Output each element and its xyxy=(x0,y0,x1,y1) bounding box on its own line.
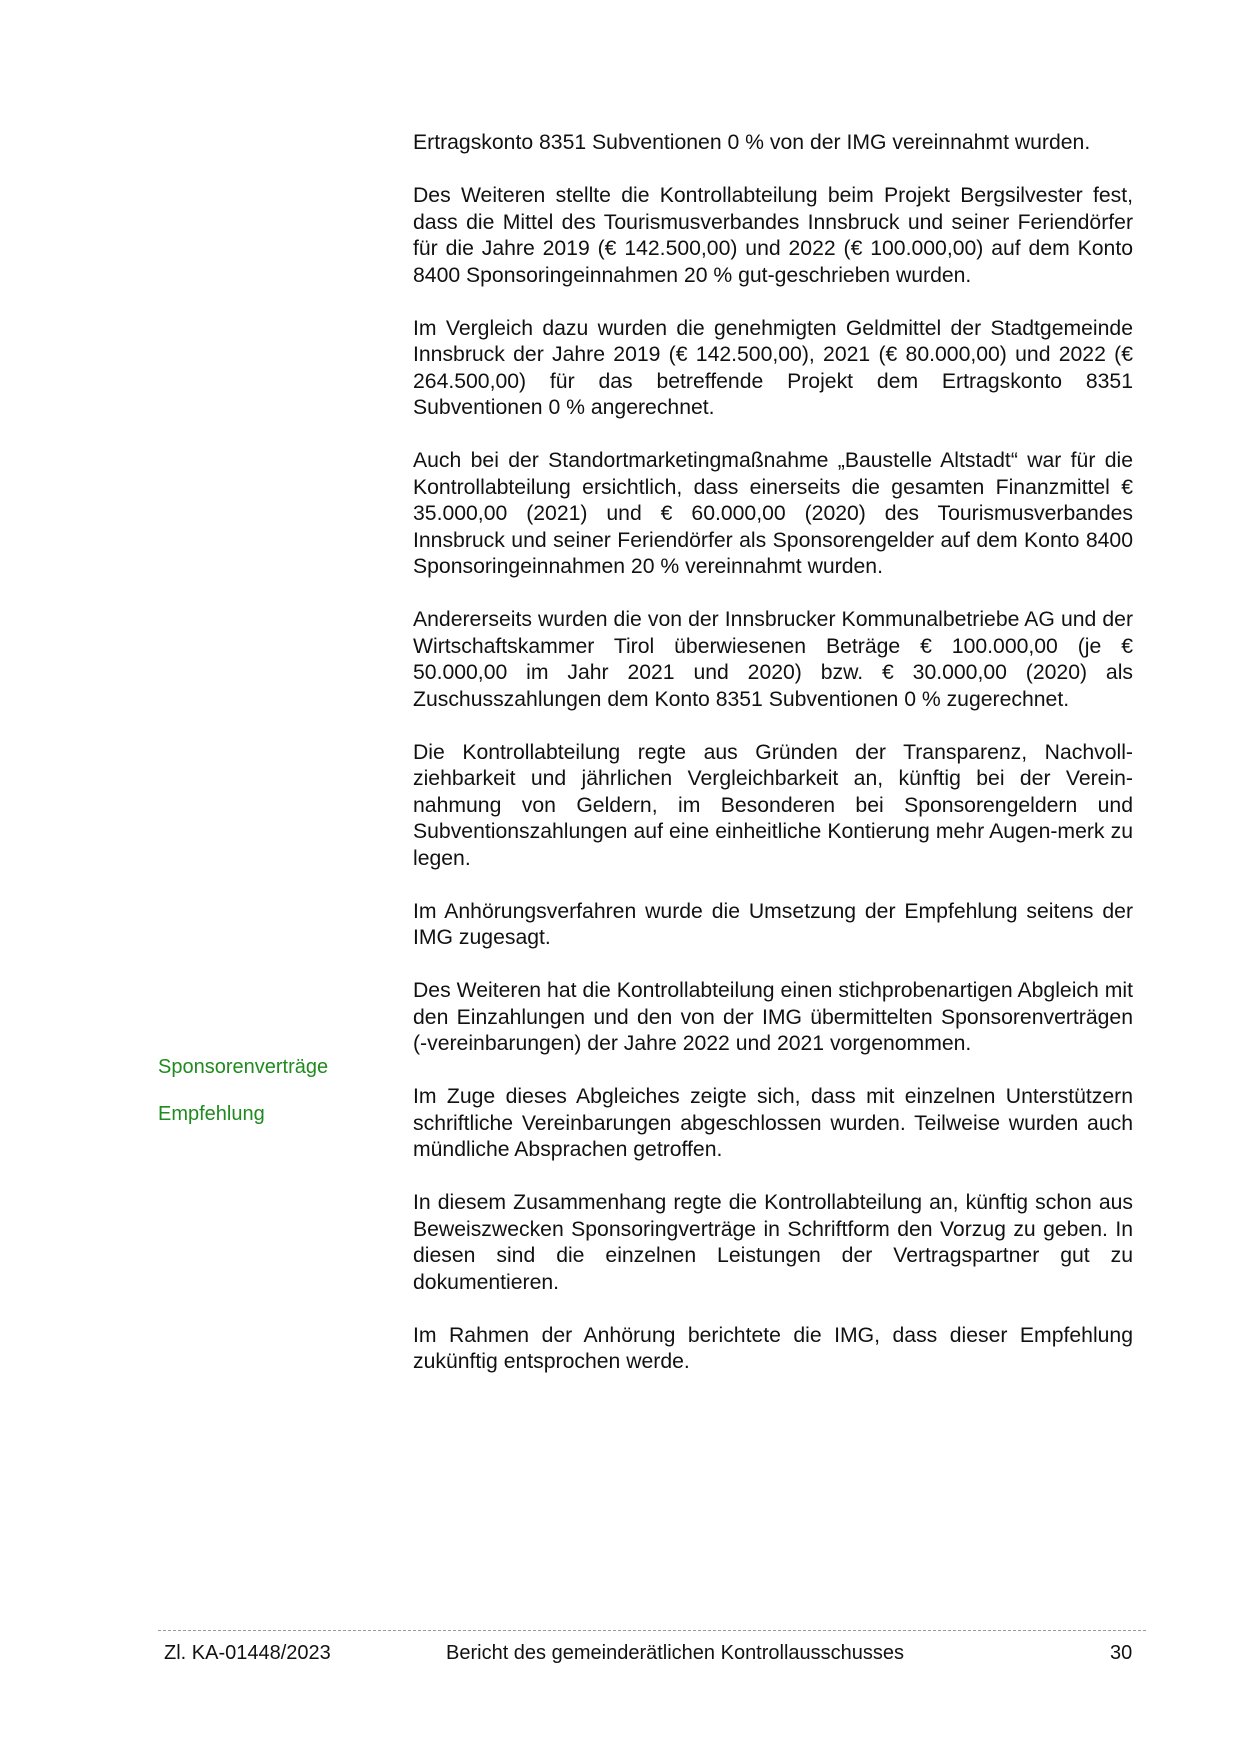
margin-note-sponsorenvertraege: Sponsorenverträge xyxy=(158,1056,329,1078)
footer-title: Bericht des gemeinderätlichen Kontrollausschusses xyxy=(446,1642,905,1664)
footer-reference: Zl. KA-01448/2023 xyxy=(164,1642,331,1664)
paragraph-4: Auch bei der Standortmarketingmaßnahme „Baustelle Altstadt“ war für die Kontrollabteilung ersichtlich, dass einerseits die gesamten Finanzmittel € 35.000,00 (2021) und € 60.000,00 (2020) des Tourismusverbandes Innsbruck und seiner Feriendörfer als Sponsorengelder auf dem Konto 8400 Sponsoringeinnahmen 20 % vereinnahmt wurden. xyxy=(413,449,1133,578)
footer-divider xyxy=(158,1630,1146,1631)
paragraph-9: Im Zuge dieses Abgleiches zeigte sich, dass mit einzelnen Unterstützern schriftliche Vereinbarungen abgeschlossen wurden. Teilweise wurden auch mündliche Absprachen getroffen. xyxy=(413,1085,1133,1161)
page-number: 30 xyxy=(1110,1642,1133,1664)
paragraph-3: Im Vergleich dazu wurden die genehmigten Geldmittel der Stadtgemeinde Innsbruck der Jahre 2019 (€ 142.500,00), 2021 (€ 80.000,00) und 2022 (€ 264.500,00) für das betreffende Projekt dem Ertragskonto 8351 Subventionen 0 % angerechnet. xyxy=(413,316,1133,419)
margin-note-empfehlung: Empfehlung xyxy=(158,1103,265,1125)
paragraph-2: Des Weiteren stellte die Kontrollabteilung beim Projekt Bergsilvester fest, dass die Mittel des Tourismusverbandes Innsbruck und seiner Feriendörfer für die Jahre 2019 (€ 142.500,00) und 2022 (€ 100.000,00) auf dem Konto 8400 Sponsoringeinnahmen 20 % gut-geschrieben wurden. xyxy=(413,184,1133,287)
paragraph-10: In diesem Zusammenhang regte die Kontrollabteilung an, künftig schon aus Beweiszwecken Sponsoringverträge in Schriftform den Vorzug zu geben. In diesen sind die einzelnen Leistungen der Vertragspartner gut zu dokumentieren. xyxy=(413,1191,1133,1294)
paragraph-11: Im Rahmen der Anhörung berichtete die IMG, dass dieser Empfehlung zukünftig entsprochen werde. xyxy=(413,1323,1133,1373)
body-text xyxy=(413,130,1133,1376)
paragraph-5: Andererseits wurden die von der Innsbrucker Kommunalbetriebe AG und der Wirtschaftskammer Tirol überwiesenen Beträge € 100.000,00 (je € 50.000,00 im Jahr 2021 und 2020) bzw. € 30.000,00 (2020) als Zuschusszahlungen dem Konto 8351 Subventionen 0 % zugerechnet. xyxy=(413,608,1133,711)
paragraph-1: Ertragskonto 8351 Subventionen 0 % von der IMG vereinnahmt wurden. xyxy=(413,131,1091,154)
paragraph-6: Die Kontrollabteilung regte aus Gründen der Transparenz, Nachvoll-ziehbarkeit und jährlichen Vergleichbarkeit an, künftig bei der Verein-nahmung von Geldern, im Besonderen bei Sponsorengeldern und Subventionszahlungen auf eine einheitliche Kontierung mehr Augen-merk zu legen. xyxy=(413,740,1133,870)
paragraph-7: Im Anhörungsverfahren wurde die Umsetzung der Empfehlung seitens der IMG zugesagt. xyxy=(413,899,1133,949)
paragraph-8: Des Weiteren hat die Kontrollabteilung einen stichprobenartigen Abgleich mit den Einzahlungen und den von der IMG übermittelten Sponsorenverträgen (-vereinbarungen) der Jahre 2022 und 2021 vorgenommen. xyxy=(413,979,1133,1055)
